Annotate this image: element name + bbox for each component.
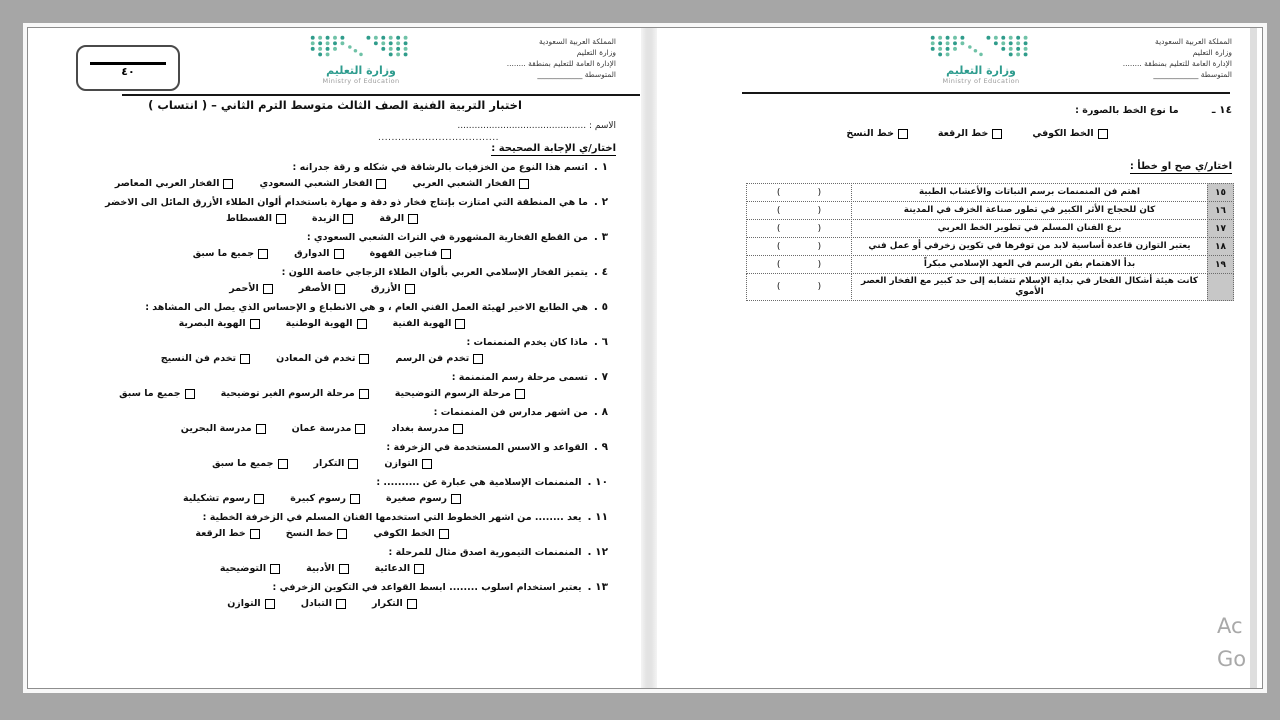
tf-row (746, 183, 1234, 202)
checkbox-icon[interactable] (256, 424, 266, 434)
letterhead-line: المتوسطة ____________ (537, 70, 616, 79)
question-text: يتميز الفخار الإسلامي العربي بألوان الطلاء الزجاجي خاصة اللون : (281, 267, 588, 278)
question-options (32, 561, 612, 577)
question-line (32, 229, 612, 246)
logo-arabic-wordmark: وزارة التعليم (326, 64, 396, 77)
tf-row (746, 219, 1234, 238)
option (372, 596, 417, 612)
option (220, 561, 280, 577)
checkbox-icon[interactable] (357, 319, 367, 329)
option-label: الفخار الشعبي العربي (412, 178, 516, 189)
option-label: الدعائية (374, 563, 411, 574)
checkbox-icon[interactable] (335, 284, 345, 294)
checkbox-icon[interactable] (455, 319, 465, 329)
question-options (32, 456, 612, 472)
question-number: ١٠ . (587, 476, 608, 488)
checkbox-icon[interactable] (439, 529, 449, 539)
option-label: رسوم كبيرة (290, 493, 347, 504)
question-line (32, 544, 612, 561)
question-line (32, 334, 612, 351)
question-block (32, 194, 612, 227)
option (221, 386, 369, 402)
question-text: من القطع الفخارية المشهورة في التراث الشعبي السعودي : (306, 232, 588, 243)
question-line (32, 509, 612, 526)
option (373, 526, 448, 542)
question-block (32, 334, 612, 367)
question-text: يعتبر استخدام اسلوب ........ ابسط القواعد في التكوين الزخرفي : (272, 582, 582, 593)
question-text: المنمنمات التيمورية اصدق مثال للمرحلة : (388, 547, 582, 558)
tf-answer-cell[interactable]: ( ) (746, 201, 852, 220)
question-block (32, 369, 612, 402)
header-rule (122, 94, 640, 96)
option (301, 596, 346, 612)
question-text: تسمى مرحلة رسم المنمنمة : (451, 372, 588, 383)
letterhead-line: وزارة التعليم (1192, 48, 1232, 57)
question-number: ٣ . (593, 231, 608, 243)
tf-statement-cell: برع الفنان المسلم في تطوير الخط العربي (851, 219, 1208, 238)
watermark-line: Ac (1217, 614, 1243, 638)
question-text: اتسم هذا النوع من الخزفيات بالرشاقة في شكله و رقة جدرانه : (292, 162, 588, 173)
option (314, 456, 359, 472)
option-label: التوضيحية (219, 563, 267, 574)
name-field (378, 120, 616, 144)
question-line (32, 404, 612, 421)
question-line (32, 369, 612, 386)
option (371, 281, 415, 297)
question-number: ٩ . (593, 441, 608, 453)
checkbox-icon[interactable] (336, 599, 346, 609)
checkbox-icon[interactable] (337, 529, 347, 539)
checkbox-icon[interactable] (270, 564, 280, 574)
option-label: الفخار الشعبي السعودي (259, 178, 373, 189)
option (391, 421, 463, 437)
option-label: الهوية البصرية (178, 318, 246, 329)
option (299, 281, 345, 297)
option (227, 596, 275, 612)
option-label: الهوية الوطنية (285, 318, 353, 329)
option-label: التبادل (300, 598, 332, 609)
option (938, 128, 1002, 139)
option-label: الزبدة (311, 213, 340, 224)
tf-statement-cell: كان للحجاج الأثر الكبير في تطور صناعة الخزف في المدينة (851, 201, 1208, 220)
question-block (32, 159, 612, 192)
question-number: ١ . (593, 161, 608, 173)
question-number: ٧ . (593, 371, 608, 383)
question-options (32, 246, 612, 262)
questions-list (32, 159, 612, 614)
question-options (32, 176, 612, 192)
question-text: القواعد و الاسس المستخدمة في الزخرفة : (386, 442, 588, 453)
question-block (32, 509, 612, 542)
question-number: ٨ . (593, 406, 608, 418)
question-number: ٤ . (593, 266, 608, 278)
question-text: من اشهر مدارس فن المنمنمات : (433, 407, 588, 418)
option-label: الفسطاط (225, 213, 272, 224)
option (412, 176, 529, 192)
option (181, 421, 266, 437)
option (370, 246, 452, 262)
checkbox-icon[interactable] (422, 459, 432, 469)
question-options (32, 316, 612, 332)
tf-statement-cell: بدأ الاهتمام بفن الرسم في العهد الإسلامي مبكراً (851, 255, 1208, 274)
checkbox-icon[interactable] (451, 494, 461, 504)
option (395, 351, 483, 367)
checkbox-icon[interactable] (441, 249, 451, 259)
option-label: الدوارق (294, 248, 330, 259)
option (212, 456, 287, 472)
question-number: ٢ . (593, 196, 608, 208)
option-label: الرقة (379, 213, 405, 224)
ministry-of-education-logo (286, 34, 436, 85)
checkbox-icon[interactable] (185, 389, 195, 399)
tf-row (746, 201, 1234, 220)
exam-title: اختبار التربية الفنية الصف الثالث متوسط الترم الثاني – ( انتساب ) (148, 98, 522, 112)
option (384, 456, 432, 472)
option (226, 211, 286, 227)
checkbox-icon[interactable] (473, 354, 483, 364)
option-label: الخط الكوفي (373, 528, 435, 539)
question-block (32, 474, 612, 507)
checkbox-icon[interactable] (254, 494, 264, 504)
option (259, 176, 386, 192)
tf-number-cell (1207, 273, 1234, 301)
checkbox-icon[interactable] (408, 214, 418, 224)
question-text: ما هي المنطقة التي امتازت بإنتاج فخار ذو دقة و مهارة باستخدام ألوان الطلاء الأزرق المائل الى الاخضر (105, 197, 588, 208)
checkbox-icon[interactable] (265, 599, 275, 609)
option-label: مرحلة الرسوم التوضيحية (394, 388, 511, 399)
ministry-logo-dots-icon (309, 34, 413, 60)
tf-statement-cell: كانت هيئة أشكال الفخار في بداية الإسلام تتشابه إلى حد كبير مع الفخار العصر الأموي (851, 273, 1208, 301)
question-options (32, 596, 612, 612)
question-text: ماذا كان يخدم المنمنمات : (466, 337, 588, 348)
tf-answer-cell[interactable]: ( ) (746, 219, 852, 238)
checkbox-icon[interactable] (339, 564, 349, 574)
option (294, 246, 343, 262)
page-gutter (641, 28, 657, 688)
question-block (32, 439, 612, 472)
tf-number-cell: ١٨ (1207, 237, 1234, 256)
tf-answer-cell[interactable]: ( ) (746, 237, 852, 256)
option-label: تخدم فن الرسم (395, 353, 470, 364)
question-text: يعد ........ من اشهر الخطوط التي استخدمها الفنان المسلم في الزخرفة الخطية : (202, 512, 582, 523)
question-block (32, 579, 612, 612)
question-line (32, 264, 612, 281)
tf-number-cell: ١٧ (1207, 219, 1234, 238)
question-block (32, 299, 612, 332)
checkbox-icon[interactable] (405, 284, 415, 294)
checkbox-icon[interactable] (355, 424, 365, 434)
letterhead-line: الإدارة العامة للتعليم بمنطقة ........ (1122, 59, 1232, 68)
option-label: مدرسة البحرين (180, 423, 252, 434)
question-line (32, 159, 612, 176)
option (119, 386, 194, 402)
option-label: الأدبية (306, 563, 335, 574)
checkbox-icon[interactable] (359, 389, 369, 399)
option-label: تخدم فن المعادن (276, 353, 356, 364)
question-options (32, 526, 612, 542)
question-options (32, 351, 612, 367)
question-number: ١٤ ـ (1211, 104, 1232, 116)
option-label: خط الرقعة (937, 128, 989, 139)
option-label: التكرار (371, 598, 403, 609)
letterhead-text (507, 36, 616, 80)
option-label: التكرار (313, 458, 345, 469)
option (292, 421, 366, 437)
option (229, 281, 272, 297)
letterhead-line: المملكة العربية السعودية (1155, 37, 1232, 46)
letterhead-text (1123, 36, 1232, 80)
option-label: التوازن (384, 458, 418, 469)
option-label: خط النسخ (285, 528, 334, 539)
letterhead-line: وزارة التعليم (576, 48, 616, 57)
tf-number-cell: ١٥ (1207, 183, 1234, 202)
checkbox-icon[interactable] (519, 179, 529, 189)
option-label: الأحمر (229, 283, 259, 294)
checkbox-icon[interactable] (223, 179, 233, 189)
letterhead-line: الإدارة العامة للتعليم بمنطقة ........ (506, 59, 616, 68)
option (306, 561, 348, 577)
option (393, 316, 466, 332)
section-heading-multiple-choice: اختار/ي الإجابة الصحيحة : (491, 143, 616, 154)
option-label: جميع ما سبق (119, 388, 181, 399)
header-rule (742, 92, 1230, 94)
checkbox-icon[interactable] (334, 249, 344, 259)
option-label: رسوم تشكيلية (182, 493, 251, 504)
option-label: الخط الكوفي (1032, 128, 1094, 139)
question-options (32, 421, 612, 437)
checkbox-icon[interactable] (453, 424, 463, 434)
option (195, 526, 259, 542)
question-block (32, 544, 612, 577)
question-line (32, 194, 612, 211)
question-block (32, 264, 612, 297)
option (193, 246, 268, 262)
checkbox-icon[interactable] (258, 249, 268, 259)
question-number: ١٢ . (587, 546, 608, 558)
grade-value: ٤٠ (121, 65, 135, 78)
tf-statement-cell: اهتم فن المنمنمات برسم النباتات والأعشاب الطبية (851, 183, 1208, 202)
grade-box (76, 45, 180, 91)
question-options (32, 211, 612, 227)
option (183, 491, 264, 507)
option-label: مرحلة الرسوم الغير توضيحية (220, 388, 355, 399)
tf-answer-cell[interactable]: ( ) (746, 255, 852, 274)
question-line (32, 299, 612, 316)
option (286, 526, 348, 542)
option-label: مدرسة عمان (291, 423, 352, 434)
option-label: خط النسخ (846, 128, 894, 139)
name-label: الاسم : ............................................. (457, 121, 616, 131)
document-canvas (27, 27, 1263, 689)
option-label: الأصفر (298, 283, 331, 294)
checkbox-icon[interactable] (350, 494, 360, 504)
option-label: التوازن (227, 598, 261, 609)
option-label: رسوم صغيرة (386, 493, 448, 504)
option (286, 316, 367, 332)
tf-statement-cell: يعتبر التوازن قاعدة أساسية لابد من توفرها في تكوين زخرفي أو عمل فني (851, 237, 1208, 256)
checkbox-icon[interactable] (407, 599, 417, 609)
option (161, 351, 250, 367)
question-block (32, 404, 612, 437)
question-line (32, 474, 612, 491)
question-number: ٥ . (593, 301, 608, 313)
option (115, 176, 234, 192)
tf-answer-cell[interactable]: ( ) (746, 183, 852, 202)
checkbox-icon[interactable] (263, 284, 273, 294)
checkbox-icon[interactable] (343, 214, 353, 224)
checkbox-icon[interactable] (1098, 129, 1108, 139)
option (179, 316, 260, 332)
option-label: جميع ما سبق (212, 458, 274, 469)
watermark-line: Go (1217, 647, 1247, 671)
option-label: مدرسة بغداد (391, 423, 450, 434)
option-label: فناجين القهوة (369, 248, 438, 259)
letterhead-line: المملكة العربية السعودية (539, 37, 616, 46)
logo-arabic-wordmark: وزارة التعليم (946, 64, 1016, 77)
option (290, 491, 360, 507)
option (386, 491, 461, 507)
tf-row (746, 273, 1234, 301)
question-text: ما نوع الخط بالصورة : (1075, 105, 1179, 116)
question-options (32, 281, 612, 297)
option-label: جميع ما سبق (192, 248, 255, 259)
checkbox-icon[interactable] (276, 214, 286, 224)
tf-number-cell: ١٩ (1207, 255, 1234, 274)
activation-watermark (1217, 610, 1246, 676)
checkbox-icon[interactable] (898, 129, 908, 139)
question-text: المنمنمات الإسلامية هي عبارة عن .......... : (376, 477, 582, 488)
question-number: ٦ . (593, 336, 608, 348)
option-label: الأزرق (370, 283, 401, 294)
question-number: ١١ . (587, 511, 608, 523)
option-label: الفخار العربي المعاصر (114, 178, 220, 189)
option-label: تخدم فن النسيج (160, 353, 237, 364)
question-line (32, 439, 612, 456)
question-number: ١٣ . (587, 581, 608, 593)
question-block (32, 229, 612, 262)
option (379, 211, 418, 227)
letterhead-line: المتوسطة ____________ (1153, 70, 1232, 79)
ministry-logo-dots-icon (929, 34, 1033, 60)
question-options (32, 491, 612, 507)
checkbox-icon[interactable] (376, 179, 386, 189)
logo-english-wordmark: Ministry of Education (942, 77, 1020, 85)
checkbox-icon[interactable] (240, 354, 250, 364)
tf-answer-cell[interactable]: ( ) (746, 273, 852, 301)
option (276, 351, 369, 367)
logo-english-wordmark: Ministry of Education (322, 77, 400, 85)
checkbox-icon[interactable] (359, 354, 369, 364)
section-heading-true-false: اختار/ي صح او خطأ : (1129, 161, 1232, 172)
option (312, 211, 353, 227)
true-false-table (746, 184, 1234, 301)
page-edge-strip (1250, 28, 1257, 688)
checkbox-icon[interactable] (515, 389, 525, 399)
checkbox-icon[interactable] (348, 459, 358, 469)
checkbox-icon[interactable] (992, 129, 1002, 139)
tf-number-cell: ١٦ (1207, 201, 1234, 220)
question-options (32, 386, 612, 402)
option (375, 561, 425, 577)
option (846, 128, 908, 139)
question-block (1075, 104, 1232, 116)
question-line (32, 579, 612, 596)
question-text: هي الطابع الاخير لهيئة العمل الفني العام ، و هي الانطباع و الإحساس الذي يصل الى المشاهد : (145, 302, 588, 313)
ministry-of-education-logo (906, 34, 1056, 85)
option (1032, 128, 1107, 139)
checkbox-icon[interactable] (278, 459, 288, 469)
option-label: خط الرقعة (195, 528, 246, 539)
checkbox-icon[interactable] (414, 564, 424, 574)
checkbox-icon[interactable] (250, 529, 260, 539)
option-label: الهوية الفنية (392, 318, 452, 329)
question-options (742, 128, 1212, 139)
name-dotted-line: .................................... (378, 133, 499, 143)
tf-row (746, 237, 1234, 256)
tf-row (746, 255, 1234, 274)
option (395, 386, 525, 402)
checkbox-icon[interactable] (250, 319, 260, 329)
